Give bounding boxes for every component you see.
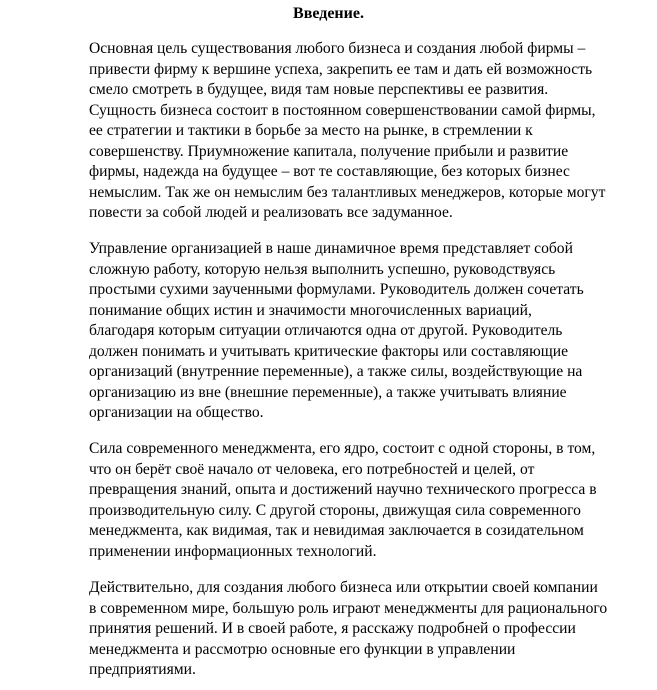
text-line: производительную силу. С другой стороны, движущая сила современного xyxy=(89,501,581,519)
text-line: Сущность бизнеса состоит в постоянном совершенствовании самой фирмы, xyxy=(89,101,596,119)
text-line: что он берёт своё начало от человека, его потребностей и целей, от xyxy=(89,460,535,478)
text-line: совершенству. Приумножение капитала, получение прибыли и развитие xyxy=(89,142,569,160)
text-line: организации на общество. xyxy=(89,404,264,421)
document-title: Введение. xyxy=(293,5,364,22)
text-line: немыслим. Так же он немыслим без талантливых менеджеров, которые могут xyxy=(89,183,606,201)
text-line: должен понимать и учитывать критические факторы или составляющие xyxy=(89,342,569,360)
text-line: организацию из вне (внешние переменные), а также учитывать влияние xyxy=(89,383,567,401)
text-line: Действительно, для создания любого бизнеса или открытии своей компании xyxy=(89,579,598,596)
text-line: принятия решений. И в своей работе, я расскажу подробней о профессии xyxy=(89,620,576,637)
paragraph-3 xyxy=(89,439,629,562)
text-line: благодаря которым ситуации отличаются одна от другой. Руководитель xyxy=(89,322,563,339)
text-line: менеджмента и рассмотрю основные его функции в управлении xyxy=(89,640,516,658)
text-line: применении информационных технологий. xyxy=(89,542,377,560)
text-line: привести фирму к вершине успеха, закрепить ее там и дать ей возможность xyxy=(89,60,593,78)
paragraph-4 xyxy=(89,578,629,681)
text-line: в современном мире, большую роль играют менеджменты для рационального xyxy=(89,599,608,617)
text-line: сложную работу, которую нельзя выполнить успешно, руководствуясь xyxy=(89,260,556,278)
text-line: Сила современного менеджмента, его ядро, состоит с одной стороны, в том, xyxy=(89,440,596,457)
text-line: превращения знаний, опыта и достижений научно технического прогресса в xyxy=(89,481,597,498)
paragraph-1 xyxy=(89,39,629,224)
text-line: ее стратегии и тактики в борьбе за место на рынке, в стремлении к xyxy=(89,122,533,139)
text-line: простыми сухими заученными формулами. Руководитель должен сочетать xyxy=(89,281,584,298)
text-line: менеджмента, как видимая, так и невидимая заключается в созидательном xyxy=(89,522,584,539)
paragraph-2 xyxy=(89,239,629,424)
text-line: Управление организацией в наше динамичное время представляет собой xyxy=(89,240,573,257)
text-line: фирмы, надежда на будущее – вот те составляющие, без которых бизнес xyxy=(89,163,570,180)
text-line: понимание общих истин и значимости многочисленных вариаций, xyxy=(89,301,532,319)
text-line: повести за собой людей и реализовать все задуманное. xyxy=(89,204,453,221)
text-line: Основная цель существования любого бизнеса и создания любой фирмы – xyxy=(89,40,586,57)
text-line: смело смотреть в будущее, видя там новые перспективы ее развития. xyxy=(89,81,549,98)
text-line: организаций (внутренние переменные), а также силы, воздействующие на xyxy=(89,363,583,380)
text-line: предприятиями. xyxy=(89,661,196,678)
